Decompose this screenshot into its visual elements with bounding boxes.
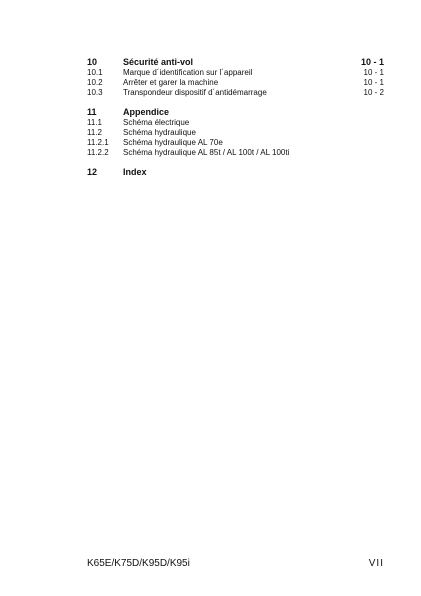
entry-title: Marque d´identification sur l´appareil [123,68,253,77]
entry-number: 11.2.1 [87,138,109,147]
entry-page: 10 - 1 [363,78,384,87]
section-title: Appendice [123,107,170,117]
toc-section [87,166,384,178]
entry-number: 11.2 [87,128,102,137]
section-number: 11 [87,107,97,117]
entry-title: Schéma hydraulique AL 70e [123,138,223,147]
entry-number: 10.2 [87,78,103,87]
entry-number: 10.1 [87,68,103,77]
entry-number: 11.2.2 [87,148,109,157]
toc-entry[interactable] [87,118,384,128]
entry-page: 10 - 1 [363,68,384,77]
entry-title: Arrêter et garer la machine [123,78,219,87]
toc-section-heading[interactable] [87,166,384,178]
toc-section [87,56,384,98]
entry-number: 10.3 [87,88,103,97]
toc-entry[interactable] [87,148,384,158]
table-of-contents [87,56,384,186]
toc-section [87,106,384,158]
section-title: Index [123,167,147,177]
entry-page: 10 - 2 [363,88,384,97]
toc-section-heading[interactable] [87,56,384,68]
entry-title: Schéma hydraulique AL 85t / AL 100t / AL 100ti [123,148,290,157]
footer-model: K65E/K75D/K95D/K95i [87,558,190,569]
toc-entry[interactable] [87,68,384,78]
toc-entry[interactable] [87,138,384,148]
section-title: Sécurité anti-vol [123,57,194,67]
section-number: 10 [87,57,98,67]
section-number: 12 [87,167,98,177]
entry-title: Schéma hydraulique [123,128,196,137]
toc-section-heading[interactable] [87,106,384,118]
footer-page-number: VII [368,558,384,569]
toc-entry[interactable] [87,128,384,138]
section-page: 10 - 1 [360,57,384,67]
entry-number: 11.1 [87,118,102,127]
entry-title: Transpondeur dispositif d´antidémarrage [123,88,267,97]
toc-entry[interactable] [87,78,384,88]
toc-entry[interactable] [87,88,384,98]
entry-title: Schéma électrique [123,118,190,127]
